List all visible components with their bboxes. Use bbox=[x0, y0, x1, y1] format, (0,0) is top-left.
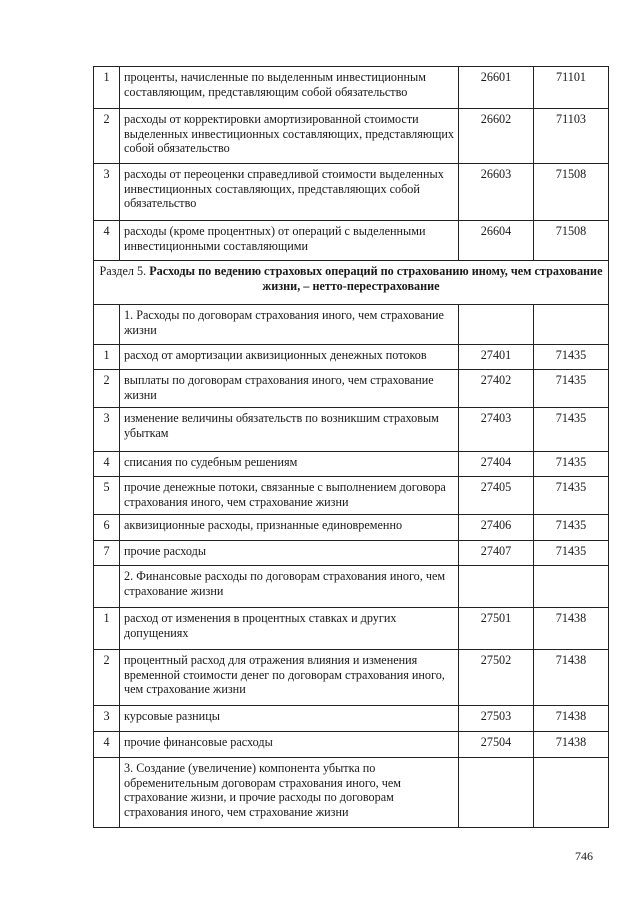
row-text-cell: прочие денежные потоки, связанные с выполнением договора страхования иного, чем страхование жизни bbox=[120, 477, 459, 515]
row-text-cell: расходы (кроме процентных) от операций с выделенными инвестиционными составляющими bbox=[120, 221, 459, 261]
row-code-cell bbox=[459, 566, 534, 608]
row-number-cell: 4 bbox=[94, 452, 120, 477]
row-account-cell bbox=[534, 305, 609, 345]
row-account-cell bbox=[534, 758, 609, 828]
row-code-cell: 27503 bbox=[459, 706, 534, 732]
row-number-cell bbox=[94, 305, 120, 345]
table-row bbox=[94, 566, 609, 608]
row-number-cell: 3 bbox=[94, 706, 120, 732]
table-row bbox=[94, 109, 609, 164]
row-code-cell: 27405 bbox=[459, 477, 534, 515]
table-row bbox=[94, 732, 609, 758]
table-row bbox=[94, 305, 609, 345]
row-number-cell: 2 bbox=[94, 650, 120, 706]
row-code-cell: 27502 bbox=[459, 650, 534, 706]
table-row bbox=[94, 370, 609, 408]
table-row bbox=[94, 67, 609, 109]
row-account-cell: 71435 bbox=[534, 452, 609, 477]
row-code-cell: 26602 bbox=[459, 109, 534, 164]
table-row bbox=[94, 650, 609, 706]
row-text-cell: расход от амортизации аквизиционных денежных потоков bbox=[120, 345, 459, 370]
row-code-cell: 27404 bbox=[459, 452, 534, 477]
row-number-cell: 5 bbox=[94, 477, 120, 515]
row-number-cell: 1 bbox=[94, 345, 120, 370]
row-text-cell: аквизиционные расходы, признанные единовременно bbox=[120, 515, 459, 541]
row-number-cell bbox=[94, 758, 120, 828]
section-title: Расходы по ведению страховых операций по страхованию иному, чем страхование жизни, – нетто-перестрахование bbox=[149, 264, 603, 293]
row-account-cell: 71435 bbox=[534, 408, 609, 452]
row-text-cell: прочие расходы bbox=[120, 541, 459, 566]
row-number-cell: 1 bbox=[94, 67, 120, 109]
row-account-cell: 71438 bbox=[534, 650, 609, 706]
row-account-cell: 71508 bbox=[534, 221, 609, 261]
row-account-cell: 71435 bbox=[534, 515, 609, 541]
table-row bbox=[94, 452, 609, 477]
row-code-cell: 26604 bbox=[459, 221, 534, 261]
row-number-cell: 6 bbox=[94, 515, 120, 541]
row-number-cell: 2 bbox=[94, 109, 120, 164]
document-table bbox=[93, 66, 609, 828]
row-number-cell: 4 bbox=[94, 221, 120, 261]
row-number-cell: 1 bbox=[94, 608, 120, 650]
row-account-cell: 71438 bbox=[534, 732, 609, 758]
row-code-cell: 27403 bbox=[459, 408, 534, 452]
table-row bbox=[94, 515, 609, 541]
row-text-cell: процентный расход для отражения влияния и изменения временной стоимости денег по договорам страхования иного, чем страхование жизни bbox=[120, 650, 459, 706]
row-text-cell: 2. Финансовые расходы по договорам страхования иного, чем страхование жизни bbox=[120, 566, 459, 608]
row-account-cell: 71435 bbox=[534, 370, 609, 408]
row-code-cell: 26603 bbox=[459, 164, 534, 221]
row-text-cell: 1. Расходы по договорам страхования иного, чем страхование жизни bbox=[120, 305, 459, 345]
row-code-cell: 27504 bbox=[459, 732, 534, 758]
row-code-cell: 27406 bbox=[459, 515, 534, 541]
row-text-cell: 3. Создание (увеличение) компонента убытка по обременительным договорам страхования иного, чем страхование жизни, и прочие расходы по договорам страхования иного, чем страхование жизни bbox=[120, 758, 459, 828]
row-number-cell: 4 bbox=[94, 732, 120, 758]
row-account-cell: 71438 bbox=[534, 608, 609, 650]
row-text-cell: расходы от корректировки амортизированной стоимости выделенных инвестиционных составляющих, представляющих собой обязательство bbox=[120, 109, 459, 164]
row-number-cell: 7 bbox=[94, 541, 120, 566]
table-row bbox=[94, 706, 609, 732]
table-row bbox=[94, 164, 609, 221]
row-code-cell: 27407 bbox=[459, 541, 534, 566]
table-body bbox=[94, 67, 609, 828]
row-account-cell: 71101 bbox=[534, 67, 609, 109]
table-row bbox=[94, 408, 609, 452]
section-header-cell bbox=[94, 261, 609, 305]
row-code-cell: 27501 bbox=[459, 608, 534, 650]
row-code-cell: 27402 bbox=[459, 370, 534, 408]
table-row bbox=[94, 477, 609, 515]
row-account-cell bbox=[534, 566, 609, 608]
row-text-cell: списания по судебным решениям bbox=[120, 452, 459, 477]
row-text-cell: прочие финансовые расходы bbox=[120, 732, 459, 758]
row-text-cell: выплаты по договорам страхования иного, чем страхование жизни bbox=[120, 370, 459, 408]
row-text-cell: расход от изменения в процентных ставках и других допущениях bbox=[120, 608, 459, 650]
row-code-cell: 26601 bbox=[459, 67, 534, 109]
section-prefix: Раздел 5. bbox=[99, 264, 150, 278]
row-account-cell: 71103 bbox=[534, 109, 609, 164]
row-account-cell: 71508 bbox=[534, 164, 609, 221]
table-row bbox=[94, 541, 609, 566]
row-number-cell: 3 bbox=[94, 408, 120, 452]
row-number-cell: 3 bbox=[94, 164, 120, 221]
row-account-cell: 71435 bbox=[534, 345, 609, 370]
table-row bbox=[94, 758, 609, 828]
row-code-cell bbox=[459, 305, 534, 345]
table-row bbox=[94, 608, 609, 650]
row-account-cell: 71435 bbox=[534, 477, 609, 515]
row-code-cell: 27401 bbox=[459, 345, 534, 370]
table-row bbox=[94, 221, 609, 261]
row-number-cell bbox=[94, 566, 120, 608]
row-text-cell: курсовые разницы bbox=[120, 706, 459, 732]
row-text-cell: изменение величины обязательств по возникшим страховым убыткам bbox=[120, 408, 459, 452]
row-text-cell: расходы от переоценки справедливой стоимости выделенных инвестиционных составляющих, представляющих собой обязательство bbox=[120, 164, 459, 221]
table-row bbox=[94, 345, 609, 370]
row-code-cell bbox=[459, 758, 534, 828]
row-text-cell: проценты, начисленные по выделенным инвестиционным составляющим, представляющим собой обязательство bbox=[120, 67, 459, 109]
section-header-row bbox=[94, 261, 609, 305]
row-account-cell: 71438 bbox=[534, 706, 609, 732]
row-number-cell: 2 bbox=[94, 370, 120, 408]
page-number: 746 bbox=[575, 849, 593, 863]
row-account-cell: 71435 bbox=[534, 541, 609, 566]
